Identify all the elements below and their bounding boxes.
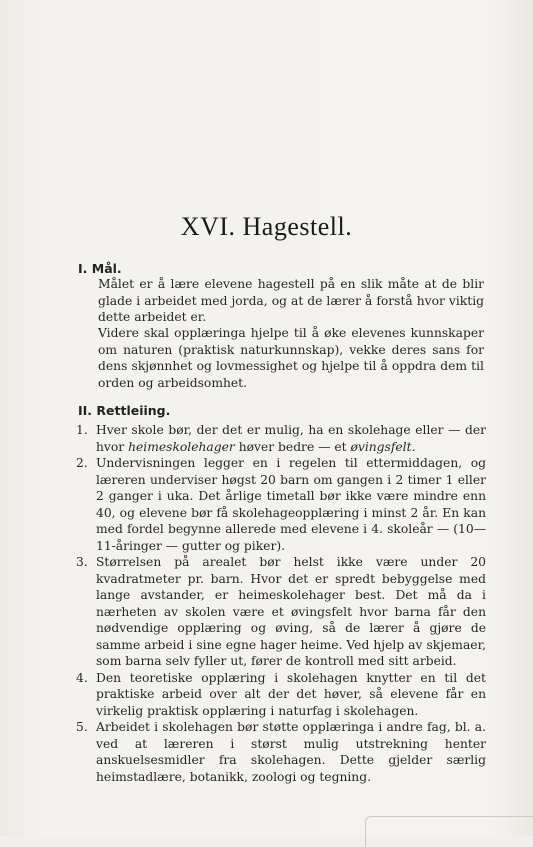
list-item-text: Arbeidet i skolehagen bør støtte opplæringa i andre fag, bl. a. ved at læreren i størst mulig utstrekning henter anskuelsesmidler fra skolehagen. Dette gjelder særlig heimstadlære, botanikk, zoologi og tegning.: [96, 720, 486, 784]
list-item-text-middle: høver bedre — et: [234, 439, 351, 454]
page-corner-fold: [365, 816, 533, 847]
list-item-number: 4.: [76, 670, 88, 685]
list-item-text: Den teoretiske opplæring i skolehagen knytter en til det praktiske arbeid over alt der det høver, så elevene får en virkelig praktisk opplæring i naturfag i skolehagen.: [96, 670, 486, 718]
list-item-text-end: .: [411, 439, 416, 454]
section-heading-mal: I. Mål.: [78, 261, 122, 276]
paragraph-goal-text: Målet er å lære elevene hagestell på en slik måte at de blir glade i arbeidet med jorda, og at de lærer å forstå hvor viktig dette arbeidet er.: [98, 277, 484, 324]
paragraph-further: [78, 325, 484, 391]
list-item-emphasis-heimeskolehager: heimeskolehager: [128, 439, 235, 454]
list-item: [76, 719, 486, 785]
paragraph-goal: [78, 276, 484, 326]
list-item-number: 2.: [76, 456, 88, 470]
list-item-number: 1.: [76, 423, 88, 437]
list-item-number: 3.: [76, 555, 88, 569]
list-item-number: 5.: [76, 720, 88, 734]
list-item: [76, 422, 486, 455]
guidance-list: [76, 422, 486, 785]
list-item-text: Størrelsen på arealet bør helst ikke være under 20 kvadratmeter pr. barn. Hvor det er spredt bebyggelse med lange avstander, er heimeskolehager best. Det må da i nærheten av skolen være et øvingsfelt hvor barna får den nødvendige opplæring og øving, så de lærer å gjøre de samme arbeid i sine egne hager heime. Ved hjelp av skjemaer, som barna selv fyller ut, fører de kontroll med sitt arbeid.: [96, 555, 486, 668]
paragraph-further-text: Videre skal opplæringa hjelpe til å øke elevenes kunnskaper om naturen (praktisk naturkunnskap), vekke deres sans for dens skjønnhet og lovmessighet og hjelpe til å oppdra dem til orden og arbeidsomhet.: [98, 326, 484, 390]
section-heading-rettleiing: II. Rettleiing.: [78, 403, 171, 418]
list-item: [76, 670, 486, 720]
list-item: [76, 554, 486, 670]
list-item-text-start: Hver skole bør, der det er mulig, ha en skolehage eller — der hvor: [96, 423, 486, 454]
list-item-emphasis-ovingsfelt: øvingsfelt: [350, 439, 412, 454]
list-item: [76, 455, 486, 554]
list-item-text: Undervisningen legger en i regelen til ettermiddagen, og læreren underviser høgst 20 barn om gangen i 2 timer 1 eller 2 ganger i uka. Det årlige timetall bør ikke være mindre enn 40, og elevene bør få skolehageopplæring i minst 2 år. En kan med fordel begynne allerede med elevene i 4. skoleår — (10—11-åringer — gutter og piker).: [96, 456, 486, 553]
chapter-title: XVI. Hagestell.: [180, 212, 353, 241]
